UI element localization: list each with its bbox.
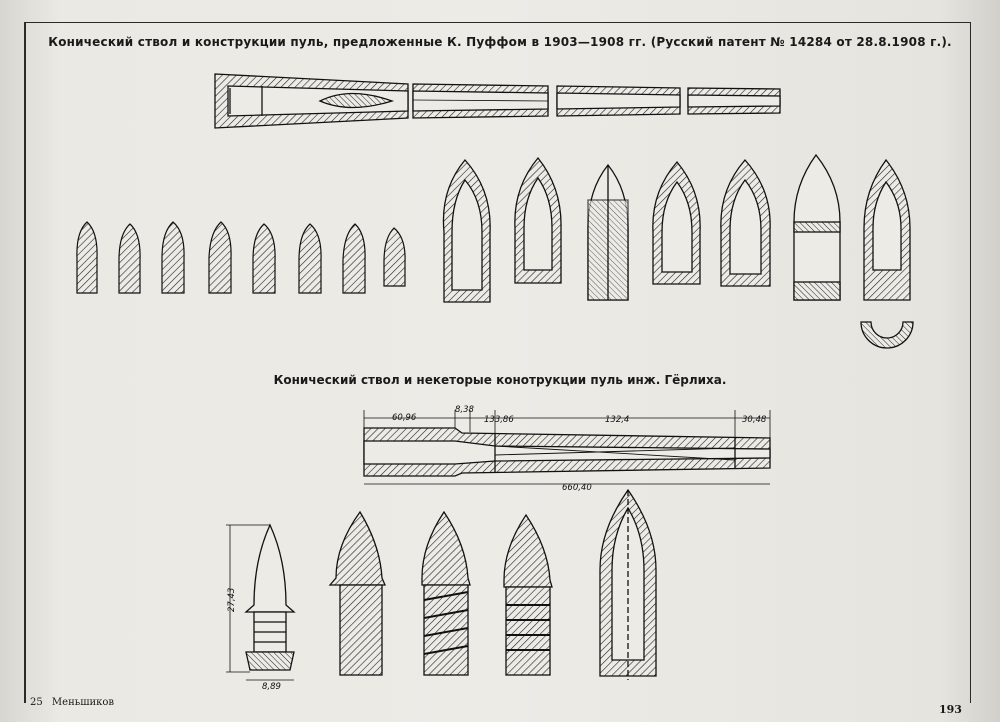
large-bullet-2	[515, 158, 561, 283]
dim-30-48: 30,48	[742, 415, 767, 425]
puff-conical-barrel	[215, 74, 780, 128]
large-bullet-6	[794, 155, 840, 300]
signature-number: 25	[30, 697, 43, 708]
gerlich-bullet-4	[504, 515, 552, 675]
gerlich-bullet-2	[330, 512, 385, 675]
dim-132-4: 132,4	[605, 415, 630, 425]
gerlich-conical-barrel	[364, 410, 770, 484]
dim-660-40: 660,40	[562, 483, 592, 493]
page-number: 193	[939, 703, 962, 716]
large-bullet-7	[861, 160, 913, 348]
large-bullet-1	[443, 160, 490, 302]
large-bullet-5	[721, 160, 770, 286]
dim-60-96: 60,96	[392, 413, 417, 423]
large-bullets-row	[443, 155, 913, 348]
dim-27-43: 27,43	[227, 587, 237, 612]
large-bullet-4	[653, 162, 700, 284]
author-name: Меньшиков	[51, 697, 115, 708]
dim-8-89: 8,89	[262, 682, 281, 692]
dim-8-38: 8,38	[455, 405, 474, 415]
gerlich-bullet-5	[600, 490, 656, 680]
gerlich-bullet-3	[422, 512, 470, 675]
large-bullet-3	[588, 165, 628, 300]
page-footer	[30, 697, 120, 708]
gerlich-bullets-row	[226, 490, 656, 680]
small-bullets-row	[77, 222, 405, 293]
figure1-title: Конический ствол и конструкции пуль, предложенные К. Пуффом в 1903—1908 гг. (Русский патент № 14284 от 28.8.1908 г.).	[48, 35, 952, 49]
figure2-title: Конический ствол и некеторые конотрукции пуль инж. Гёрлиха.	[273, 373, 727, 387]
dim-133-86: 133,86	[484, 415, 514, 425]
